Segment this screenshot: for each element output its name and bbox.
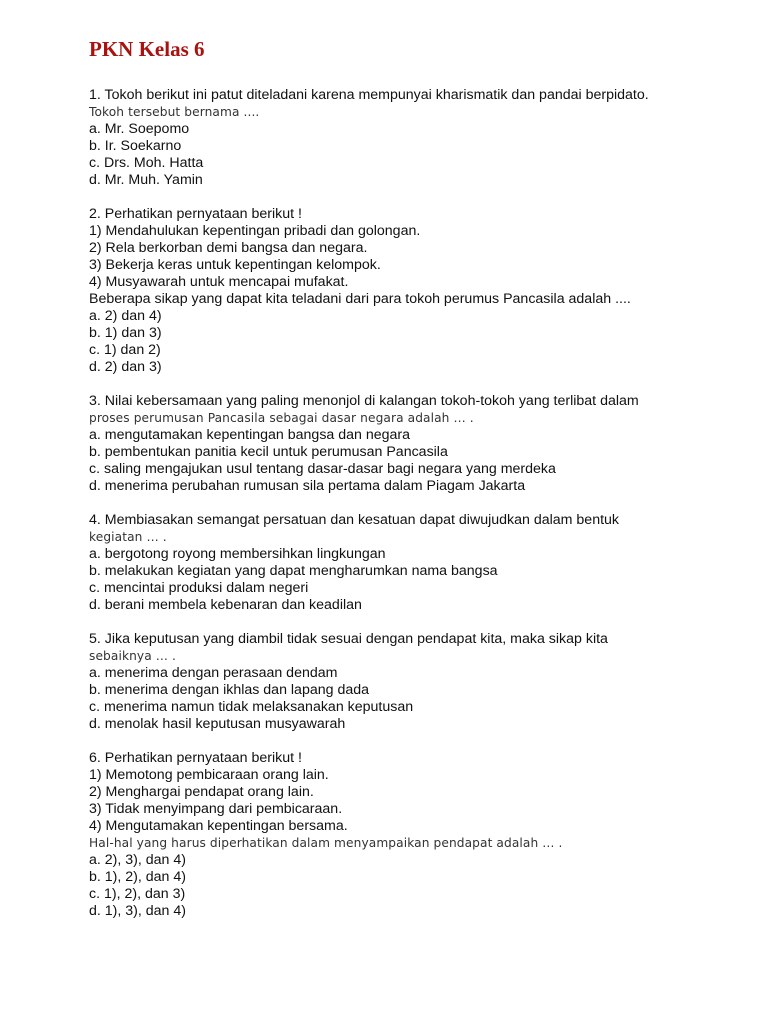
question-1	[89, 87, 728, 189]
question-4-stem: 4. Membiasakan semangat persatuan dan kesatuan dapat diwujudkan dalam bentuk	[89, 512, 620, 528]
question-6-statement-3: 3) Tidak menyimpang dari pembicaraan.	[89, 801, 343, 817]
question-6-option-a: a. 2), 3), dan 4)	[89, 852, 186, 868]
question-5-stem: 5. Jika keputusan yang diambil tidak sesuai dengan pendapat kita, maka sikap kita	[89, 631, 608, 647]
question-2-statement-1: 1) Mendahulukan kepentingan pribadi dan golongan.	[89, 223, 421, 239]
question-6-option-b: b. 1), 2), dan 4)	[89, 869, 186, 885]
question-1-stem-continued: Tokoh tersebut bernama ....	[89, 105, 260, 119]
question-6-statement-4: 4) Mengutamakan kepentingan bersama.	[89, 818, 348, 834]
question-4-stem-continued: kegiatan … .	[89, 530, 167, 544]
question-5-option-a: a. menerima dengan perasaan dendam	[89, 665, 338, 681]
question-2	[89, 206, 728, 376]
question-2-statement-3: 3) Bekerja keras untuk kepentingan kelompok.	[89, 257, 381, 273]
question-1-option-b: b. Ir. Soekarno	[89, 138, 182, 154]
question-3-stem: 3. Nilai kebersamaan yang paling menonjol di kalangan tokoh-tokoh yang terlibat dalam	[89, 393, 639, 409]
question-5-option-b: b. menerima dengan ikhlas dan lapang dada	[89, 682, 370, 698]
question-6-option-c: c. 1), 2), dan 3)	[89, 886, 186, 902]
question-3-option-b: b. pembentukan panitia kecil untuk perumusan Pancasila	[89, 444, 448, 460]
question-3	[89, 393, 728, 495]
question-6	[89, 750, 728, 920]
question-3-option-a: a. mengutamakan kepentingan bangsa dan negara	[89, 427, 411, 443]
question-6-option-d: d. 1), 3), dan 4)	[89, 903, 186, 919]
question-2-statement-4: 4) Musyawarah untuk mencapai mufakat.	[89, 274, 349, 290]
question-5	[89, 631, 728, 733]
question-2-option-c: c. 1) dan 2)	[89, 342, 161, 358]
question-2-statement-2: 2) Rela berkorban demi bangsa dan negara.	[89, 240, 368, 256]
question-3-option-c: c. saling mengajukan usul tentang dasar-dasar bagi negara yang merdeka	[89, 461, 556, 477]
question-4	[89, 512, 728, 614]
question-5-option-c: c. menerima namun tidak melaksanakan keputusan	[89, 699, 414, 715]
question-1-stem: 1. Tokoh berikut ini patut diteladani karena mempunyai kharismatik dan pandai berpidato.	[89, 87, 649, 103]
question-6-statement-1: 1) Memotong pembicaraan orang lain.	[89, 767, 329, 783]
question-4-option-b: b. melakukan kegiatan yang dapat mengharumkan nama bangsa	[89, 563, 498, 579]
question-6-statement-2: 2) Menghargai pendapat orang lain.	[89, 784, 314, 800]
question-6-prompt: Hal-hal yang harus diperhatikan dalam menyampaikan pendapat adalah … .	[89, 836, 563, 850]
question-2-option-a: a. 2) dan 4)	[89, 308, 162, 324]
question-4-option-d: d. berani membela kebenaran dan keadilan	[89, 597, 362, 613]
question-1-option-a: a. Mr. Soepomo	[89, 121, 190, 137]
question-1-option-d: d. Mr. Muh. Yamin	[89, 172, 203, 188]
question-4-option-c: c. mencintai produksi dalam negeri	[89, 580, 309, 596]
question-3-stem-continued: proses perumusan Pancasila sebagai dasar negara adalah … .	[89, 411, 474, 425]
question-2-stem: 2. Perhatikan pernyataan berikut !	[89, 206, 302, 222]
question-2-option-d: d. 2) dan 3)	[89, 359, 162, 375]
question-4-option-a: a. bergotong royong membersihkan lingkungan	[89, 546, 386, 562]
question-2-option-b: b. 1) dan 3)	[89, 325, 162, 341]
question-2-prompt: Beberapa sikap yang dapat kita teladani dari para tokoh perumus Pancasila adalah ....	[89, 291, 631, 307]
question-5-option-d: d. menolak hasil keputusan musyawarah	[89, 716, 346, 732]
question-6-stem: 6. Perhatikan pernyataan berikut !	[89, 750, 302, 766]
question-1-option-c: c. Drs. Moh. Hatta	[89, 155, 204, 171]
page-title: PKN Kelas 6	[89, 37, 205, 61]
question-5-stem-continued: sebaiknya … .	[89, 649, 177, 663]
question-3-option-d: d. menerima perubahan rumusan sila pertama dalam Piagam Jakarta	[89, 478, 526, 494]
